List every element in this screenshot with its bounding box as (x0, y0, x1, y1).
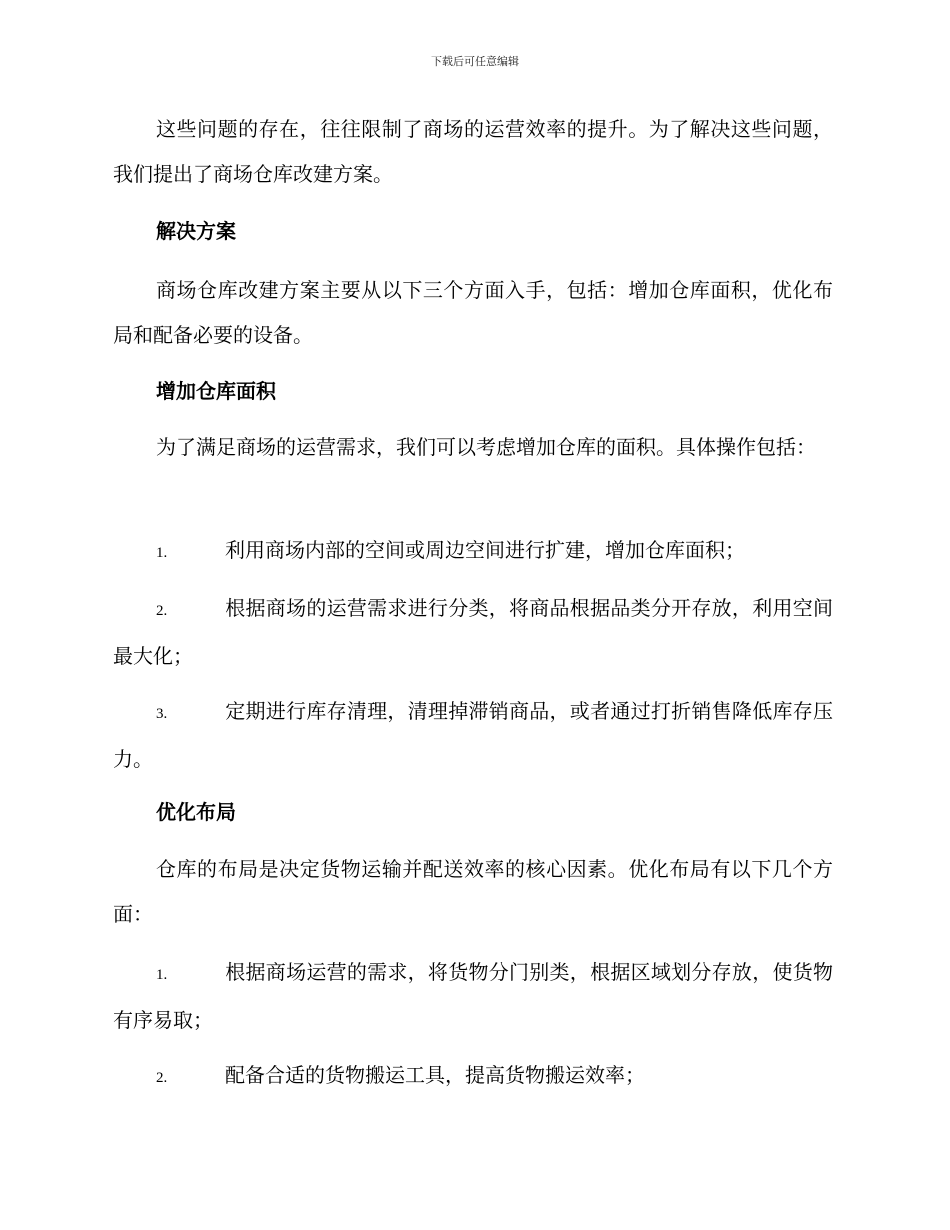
list-text: 利用商场内部的空间或周边空间进行扩建，增加仓库面积； (225, 538, 745, 562)
list-item-area-1 (113, 528, 833, 576)
paragraph-increase-area: 为了满足商场的运营需求，我们可以考虑增加仓库的面积。具体操作包括： (156, 435, 816, 459)
list-number: 2. (156, 1070, 168, 1086)
heading-optimize-layout: 优化布局 (156, 800, 236, 824)
list-item-area-2 (113, 586, 833, 679)
list-item-layout-1 (113, 950, 833, 1043)
paragraph-solution: 商场仓库改建方案主要从以下三个方面入手，包括：增加仓库面积，优化布局和配备必要的设备。 (113, 278, 833, 347)
heading-solution: 解决方案 (156, 219, 236, 243)
list-number: 1. (156, 967, 168, 983)
list-text: 根据商场的运营需求进行分类，将商品根据品类分开存放，利用空间最大化； (113, 596, 833, 668)
list-text: 配备合适的货物搬运工具，提高货物搬运效率； (225, 1063, 645, 1087)
heading-increase-area: 增加仓库面积 (156, 379, 276, 403)
paragraph-optimize-layout: 仓库的布局是决定货物运输并配送效率的核心因素。优化布局有以下几个方面： (113, 857, 833, 926)
list-text: 根据商场运营的需求，将货物分门别类，根据区域划分存放，使货物有序易取； (113, 960, 833, 1032)
list-number: 3. (156, 706, 168, 722)
list-item-area-3 (113, 689, 833, 782)
paragraph-intro: 这些问题的存在，往往限制了商场的运营效率的提升。为了解决这些问题，我们提出了商场仓库改建方案。 (113, 117, 833, 186)
list-number: 1. (156, 545, 168, 561)
list-item-layout-2 (113, 1053, 833, 1101)
list-number: 2. (156, 603, 168, 619)
list-text: 定期进行库存清理，清理掉滞销商品，或者通过打折销售降低库存压力。 (113, 699, 833, 771)
page-header-note: 下载后可任意编辑 (431, 55, 519, 68)
